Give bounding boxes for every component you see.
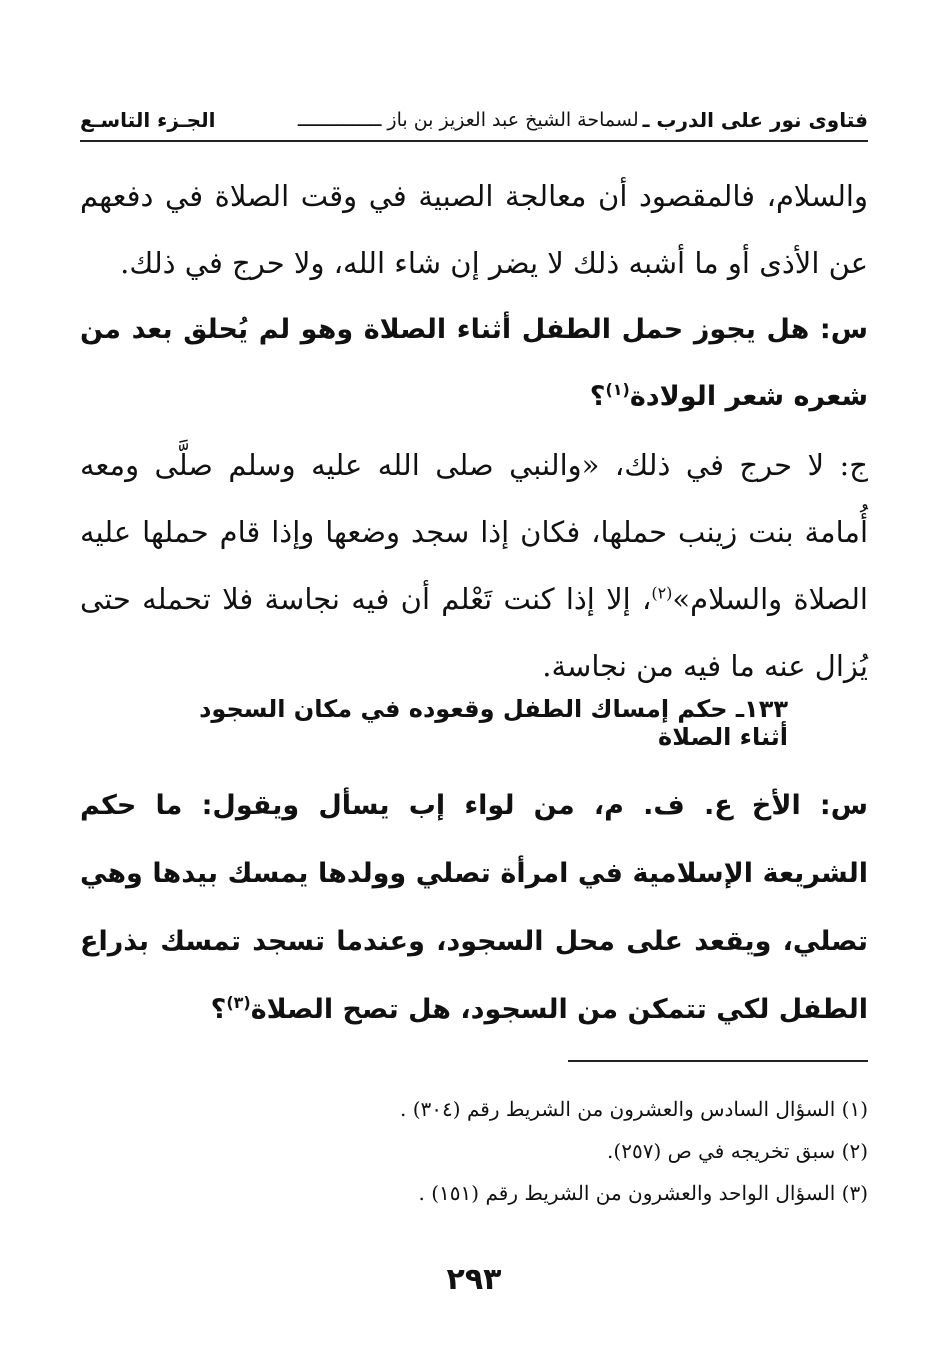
question-2-end: ؟ <box>210 994 227 1025</box>
answer-1-text-b: ، إلا إذا كنت تَعْلم أن فيه نجاسة فلا تحمله حتى يُزال عنه ما فيه من نجاسة. <box>80 582 868 683</box>
footnote-ref-3[interactable]: (٣) <box>226 993 251 1012</box>
footnote-3: (٣) السؤال الواحد والعشرون من الشريط رقم (١٥١) . <box>418 1181 868 1205</box>
running-header <box>80 100 868 142</box>
question-2-text: س: الأخ ع. ف. م، من لواء إب يسأل ويقول: ما حكم الشريعة الإسلامية في امرأة تصلي وولدها يمسك بيدها وهي تصلي، ويقعد على محل السجود، وعندما تسجد تمسك بذراع الطفل لكي تتمكن من السجود، هل تصح الصلاة <box>80 790 868 1025</box>
footnote-ref-2[interactable]: (٢) <box>651 583 673 603</box>
answer-1-text-a: ج: لا حرج في ذلك، «والنبي صلى الله عليه وسلم صلَّى ومعه أُمامة بنت زينب حملها، فكان إذا سجد وضعها وإذا قام حملها عليه الصلاة والسلام» <box>80 448 868 616</box>
book-title: فتاوى نور على الدرب ـ <box>642 108 868 132</box>
question-2 <box>80 772 868 1044</box>
footnote-ref-1[interactable]: (١) <box>605 380 630 399</box>
paragraph-continuation: والسلام، فالمقصود أن معالجة الصبية في وقت الصلاة في دفعهم عن الأذى أو ما أشبه ذلك لا يضر إن شاء الله، ولا حرج في ذلك. <box>80 179 868 280</box>
footnote-1: (١) السؤال السادس والعشرون من الشريط رقم (٣٠٤) . <box>400 1097 868 1121</box>
footnotes <box>80 1088 868 1214</box>
author-name: لسماحة الشيخ عبد العزيز بن باز ـــــــــــــــ <box>297 109 639 131</box>
volume-label: الجـزء التاسـع <box>80 108 216 132</box>
question-1-end: ؟ <box>589 381 606 412</box>
header-title-group <box>298 108 868 132</box>
footnote-2: (٢) سبق تخريجه في ص (٢٥٧). <box>607 1139 868 1163</box>
question-1-text: س: هل يجوز حمل الطفل أثناء الصلاة وهو لم يُحلق بعد من شعره شعر الولادة <box>80 314 868 412</box>
answer-1 <box>80 432 868 700</box>
section-heading: ١٣٣ـ حكم إمساك الطفل وقعوده في مكان السجود أثناء الصلاة <box>199 695 788 751</box>
page-number: ٢٩٣ <box>446 1262 502 1297</box>
footnote-divider <box>568 1060 868 1062</box>
question-1 <box>80 296 868 430</box>
